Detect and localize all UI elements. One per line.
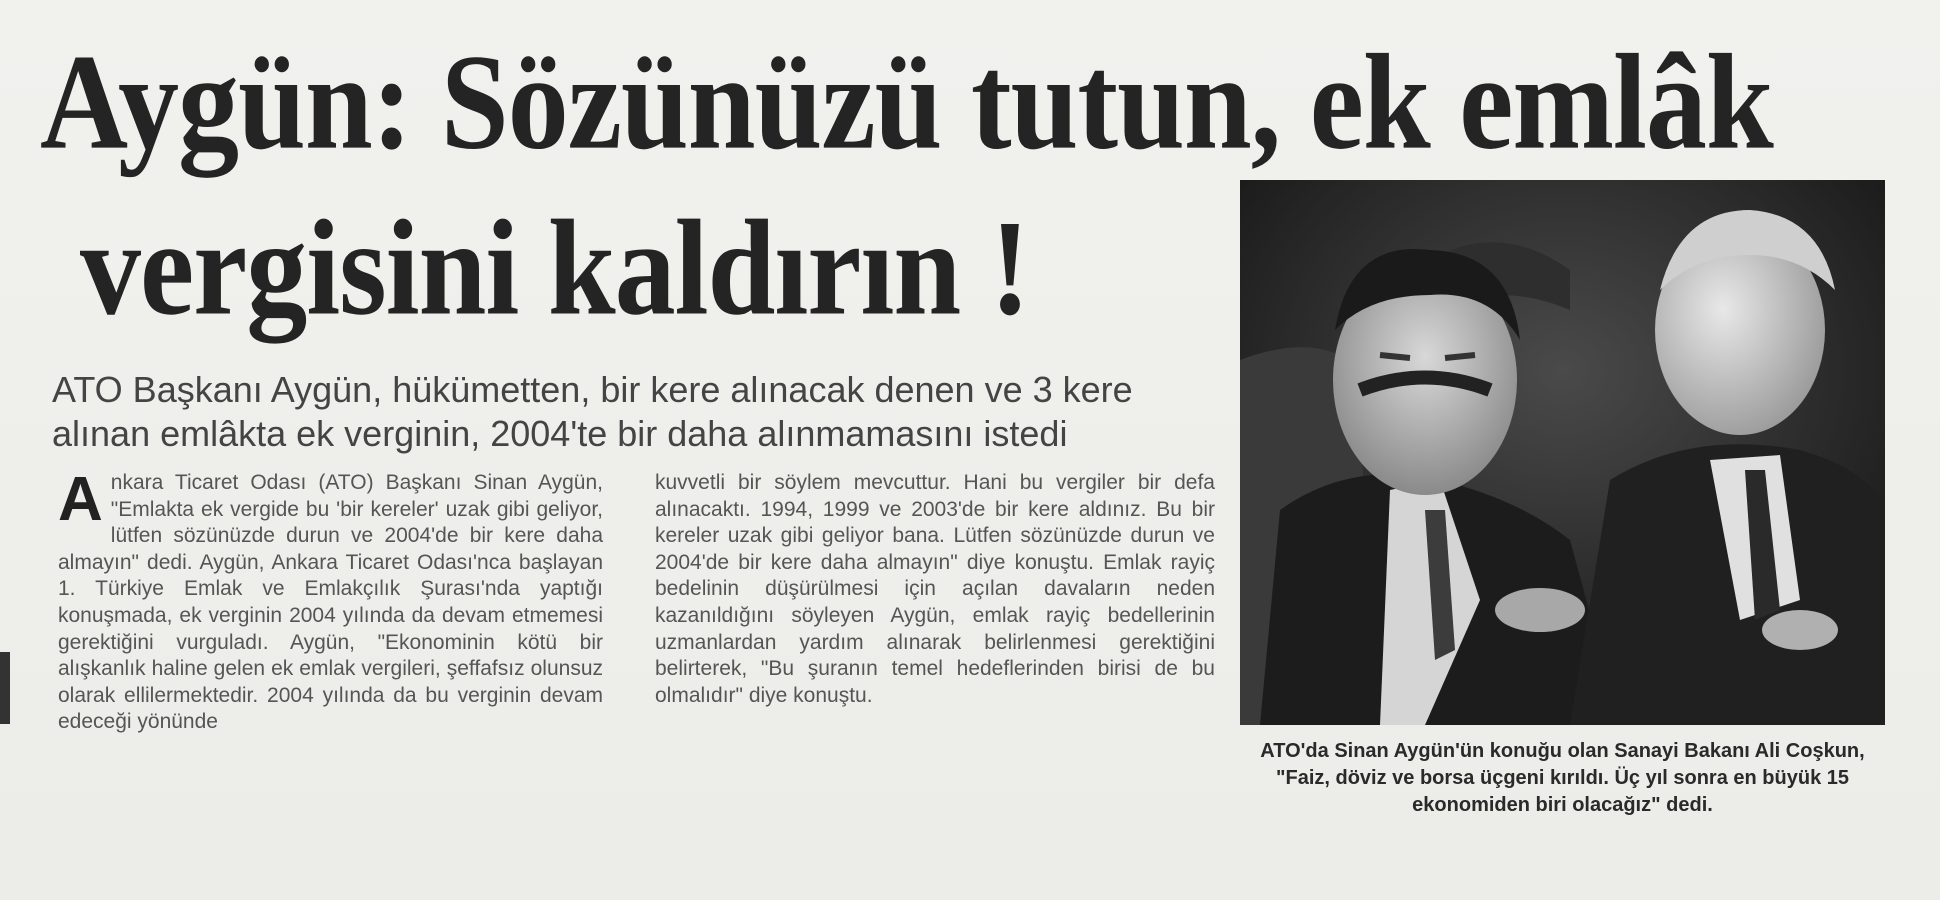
photo-two-men-talking xyxy=(1240,180,1885,725)
column-1-text: nkara Ticaret Odası (ATO) Başkanı Sinan Aygün, "Emlakta ek vergide bu 'bir kereler' uzak gibi geliyor, lütfen sözünüzde durun ve 2004'de bir kere daha almayın" dedi. Aygün, Ankara Ticaret Odası'nca başlayan 1. Türkiye Emlak ve Emlakçılık Şurası'nda yaptığı konuşmada, ek verginin 2004 yılında da devam etmemesi gerektiğini vurguladı. Aygün, "Ekonominin kötü bir alışkanlık haline gelen ek emlak vergileri, şeffafsız olunsuz olarak ellilermektedir. 2004 yılında da bu verginin devam edeceği yönünde xyxy=(58,471,603,734)
margin-fragment xyxy=(0,652,10,724)
headline-line-1: Aygün: Sözünüzü tutun, ek emlâk xyxy=(40,26,1773,178)
news-photo xyxy=(1240,180,1885,725)
drop-cap: A xyxy=(58,465,103,534)
column-2-text: kuvvetli bir söylem mevcuttur. Hani bu vergiler bir defa alınacaktı. 1994, 1999 ve 2003'de bir kere aldınız. Bu bir kereler uzak gibi geliyor bana. Lütfen sözünüzde durun ve 2004'de bir kere daha almayın" diye konuştu. Emlak rayiç bedelinin düşürülmesi için açılan davaların neden kazanıldığını söyleyen Aygün, emlak rayiç bedellerinin uzmanlardan yardım alınarak belirlenmesi gerektiğini belirterek, "Bu şuranın temel hedeflerinden birisi de bu olmalıdır" diye konuştu. xyxy=(655,471,1215,707)
article-column-2 xyxy=(655,470,1215,709)
headline-line-2: vergisini kaldırın ! xyxy=(80,192,1030,344)
subheadline: ATO Başkanı Aygün, hükümetten, bir kere alınacak denen ve 3 kere alınan emlâkta ek verginin, 2004'te bir daha alınmamasını istedi xyxy=(52,369,1133,454)
article-column-1 xyxy=(58,465,603,736)
photo-caption: ATO'da Sinan Aygün'ün konuğu olan Sanayi Bakanı Ali Coşkun, "Faiz, döviz ve borsa üçgeni kırıldı. Üç yıl sonra en büyük 15 ekonomiden biri olacağız" dedi. xyxy=(1260,740,1865,816)
